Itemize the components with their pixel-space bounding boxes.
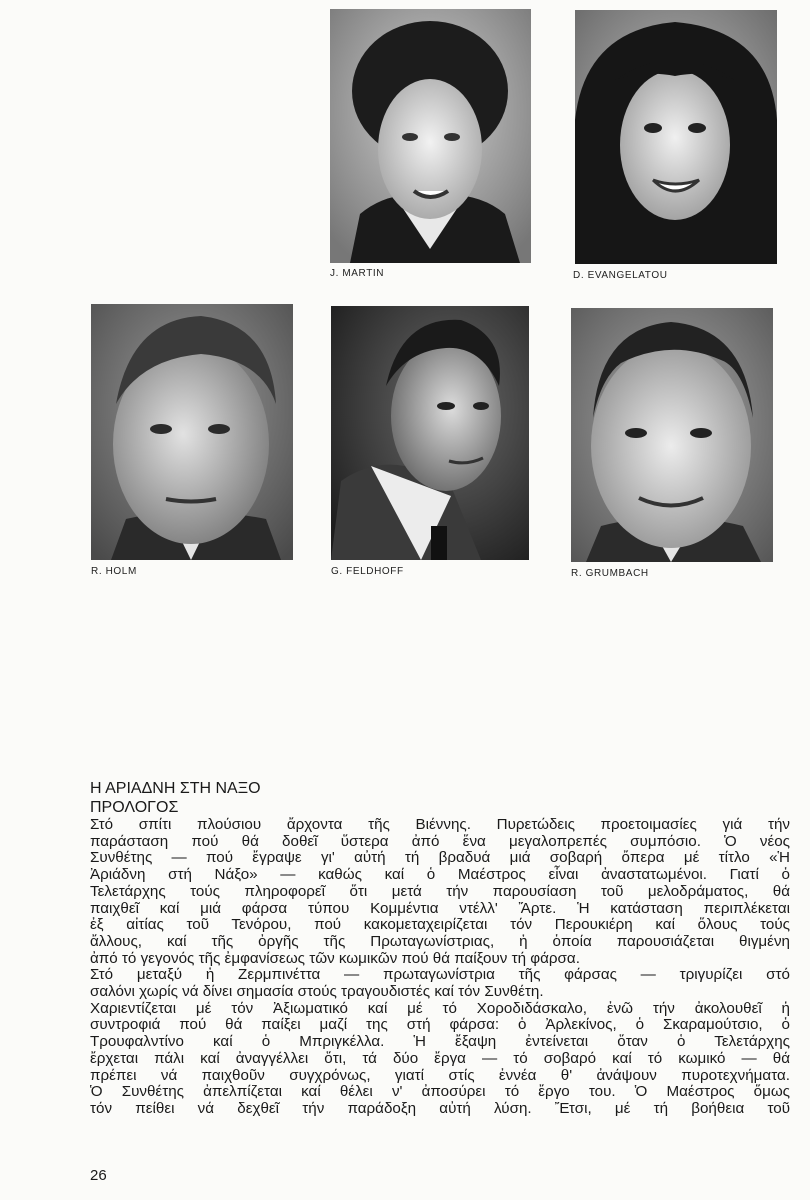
portrait-photo-evangelatou <box>575 10 777 264</box>
body-line: ἔρχεται πάλι καί ἀναγγέλλει ὅτι, τά δύο ἔργα — τό σοβαρό καί τό κωμικό — θά <box>90 1049 790 1067</box>
article <box>90 779 790 1118</box>
portrait-photo-grumbach <box>571 308 773 562</box>
page-number: 26 <box>90 1167 107 1184</box>
body-line: Τελετάρχης τούς πληροφορεῖ ὅτι μετά τήν παρουσίαση τοῦ μελοδράματος, θά <box>90 882 790 900</box>
body-line: συντροφιά πού θά παίξει μαζί της στή φάρσα: ὁ Ἀρλεκίνος, ὁ Σκαραμούτσιο, ὁ <box>90 1016 790 1034</box>
body-line: Ὁ Συνθέτης ἀπελπίζεται καί θέλει ν' ἀποσύρει τό ἔργο του. Ὁ Μαέστρος ὅμως <box>90 1083 790 1101</box>
body-line: Τρουφαλντίνο καί ὁ Μπριγκέλλα. Ἡ ἔξαψη ἐντείνεται ὅταν ὁ Τελετάρχης <box>90 1033 790 1051</box>
article-subtitle: ΠΡΟΛΟΓΟΣ <box>90 799 179 816</box>
body-line: Συνθέτης — πού ἔγραψε γι' αὐτή τή βραδυά μιά σοβαρή ὄπερα μέ τίτλο «Ἡ <box>90 849 790 867</box>
body-line: Στό μεταξύ ἡ Ζερμπινέττα — πρωταγωνίστρια τῆς φάρσας — τριγυρίζει στό <box>90 966 790 984</box>
portrait-caption: G. FELDHOFF <box>331 566 404 577</box>
portrait-photo-holm <box>91 304 293 560</box>
body-line: τόν πείθει νά δεχθεῖ τήν παράδοξη αὐτή λύση. Ἔτσι, μέ τή βοήθεια τοῦ <box>90 1099 790 1117</box>
portrait-photo-feldhoff <box>331 306 529 560</box>
body-line: ἄλλους, καί τῆς ὀργῆς τῆς Πρωταγωνίστριας, ἡ ὁποία παρουσιάζεται θιγμένη <box>90 932 790 950</box>
body-line: παιχθεῖ καί μιά φάρσα τύπου Κομμέντια ντέλλ' Ἄρτε. Ἡ κατάσταση περιπλέκεται <box>90 899 790 917</box>
article-body <box>90 817 790 1118</box>
portrait-image <box>91 304 293 560</box>
body-line: ἐξ αἰτίας τοῦ Τενόρου, πού κακομεταχειρίζεται τόν Περουκιέρη καί ὅλους τούς <box>90 916 790 934</box>
portrait-image <box>331 306 529 560</box>
portrait-image <box>330 9 531 263</box>
body-line: παράσταση πού θά δοθεῖ ὕστερα ἀπό ἕνα μεγαλοπρεπές συμπόσιο. Ὁ νέος <box>90 832 790 850</box>
body-line: Χαριεντίζεται μέ τόν Ἀξιωματικό καί μέ τό Χοροδιδάσκαλο, ἐνῶ τήν ἀκολουθεῖ ἡ <box>90 999 790 1017</box>
portrait-caption: R. GRUMBACH <box>571 568 649 579</box>
article-title: Η ΑΡΙΑΔΝΗ ΣΤΗ ΝΑΞΟ <box>90 780 261 797</box>
portrait-caption: D. EVANGELATOU <box>573 270 668 281</box>
portrait-photo-martin <box>330 9 531 263</box>
body-line: ἀπό τό γεγονός τῆς ἐμφανίσεως τῶν κωμικῶν πού θά παίξουν τή φάρσα. <box>90 949 580 967</box>
body-line: Στό σπίτι πλούσιου ἄρχοντα τῆς Βιέννης. Πυρετώδεις προετοιμασίες γιά τήν <box>90 816 790 833</box>
portrait-image <box>575 10 777 264</box>
body-line: πρέπει νά παιχθοῦν συγχρόνως, γιατί στίς ἐννέα θ' ἀνάψουν πυροτεχνήματα. <box>90 1066 790 1084</box>
portrait-image <box>571 308 773 562</box>
body-line: σαλόνι χωρίς νά δίνει σημασία στούς τραγουδιστές καί τόν Συνθέτη. <box>90 983 544 1001</box>
body-line: Ἀριάδνη στή Νάξο» — καθώς καί ὁ Μαέστρος εἶναι ἀναστατωμένοι. Γιατί ὁ <box>90 866 790 884</box>
portrait-caption: R. HOLM <box>91 566 137 577</box>
portrait-caption: J. MARTIN <box>330 268 385 279</box>
